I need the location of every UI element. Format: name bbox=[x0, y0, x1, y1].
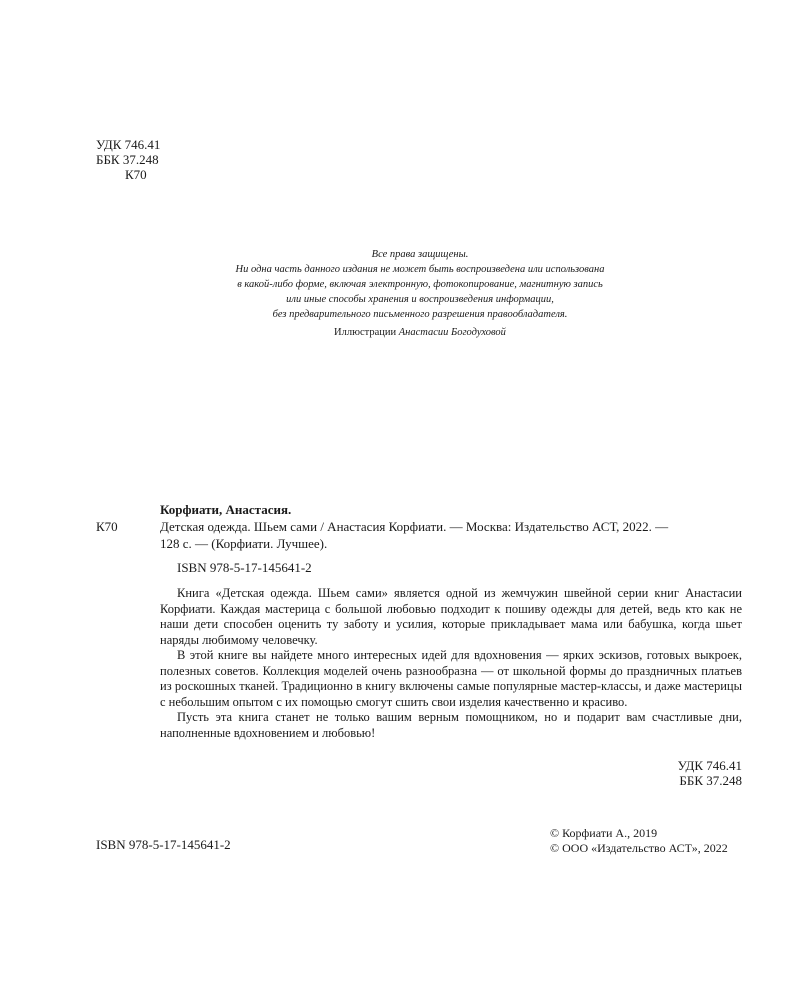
copyright-publisher: © ООО «Издательство АСТ», 2022 bbox=[550, 841, 728, 855]
rights-line: в какой-либо форме, включая электронную, фотокопирование, магнитную запись bbox=[237, 279, 603, 290]
copyright-block bbox=[550, 826, 728, 856]
bibliographic-description bbox=[160, 518, 742, 552]
annotation bbox=[160, 586, 742, 741]
rights-line: Ни одна часть данного издания не может быть воспроизведена или использована bbox=[235, 264, 605, 275]
author-heading: Корфиати, Анастасия. bbox=[160, 502, 292, 517]
bbk-code: ББК 37.248 bbox=[96, 152, 159, 167]
copyright-author: © Корфиати А., 2019 bbox=[550, 826, 658, 840]
illustrations-credit bbox=[140, 325, 700, 340]
catalog-isbn: ISBN 978-5-17-145641-2 bbox=[177, 560, 312, 575]
rights-line: Все права защищены. bbox=[371, 249, 469, 260]
rights-line: или иные способы хранения и воспроизведения информации, bbox=[286, 294, 554, 305]
catalog-author-sign: К70 bbox=[96, 519, 118, 534]
bbk-code: ББК 37.248 bbox=[679, 773, 742, 788]
udk-code: УДК 746.41 bbox=[96, 137, 161, 152]
udk-code: УДК 746.41 bbox=[677, 758, 742, 773]
annotation-paragraph: Пусть эта книга станет не только вашим верным помощником, но и подарит вам счастливые дни, наполненные вдохновением и любовью! bbox=[160, 710, 742, 740]
annotation-paragraph: В этой книге вы найдете много интересных идей для вдохновения — ярких эскизов, готовых выкроек, полезных советов. Коллекция моделей очень разнообразна — от школьной формы до праздничных платьев из роскошных тканей. Традиционно в книгу включены самые популярные мастер-классы, и даже мастерицы с небольшим опытом с их помощью смогут сшить свои изделия качественно и красиво. bbox=[160, 648, 742, 709]
author-sign: К70 bbox=[125, 167, 147, 182]
biblio-line: Детская одежда. Шьем сами / Анастасия Корфиати. — Москва: Издательство АСТ, 2022. — bbox=[160, 519, 669, 534]
rights-line: без предварительного письменного разрешения правообладателя. bbox=[272, 309, 568, 320]
annotation-paragraph: Книга «Детская одежда. Шьем сами» является одной из жемчужин швейной серии книг Анастасии Корфиати. Каждая мастерица с большой любовью подходит к пошиву одежды для детей, ведь кто как не наши дети способен оценить ту заботу и усилия, которые прикладывает мама или бабушка, когда шьет наряды любимому человечку. bbox=[160, 586, 742, 647]
illustrations-label: Иллюстрации bbox=[334, 327, 397, 338]
rights-notice bbox=[140, 247, 700, 322]
classification-block-top bbox=[96, 137, 160, 182]
classification-block-right bbox=[678, 758, 742, 788]
biblio-line: 128 с. — (Корфиати. Лучшее). bbox=[160, 536, 328, 551]
isbn-bottom: ISBN 978-5-17-145641-2 bbox=[96, 837, 231, 852]
illustrations-author: Анастасии Богодуховой bbox=[398, 327, 506, 338]
